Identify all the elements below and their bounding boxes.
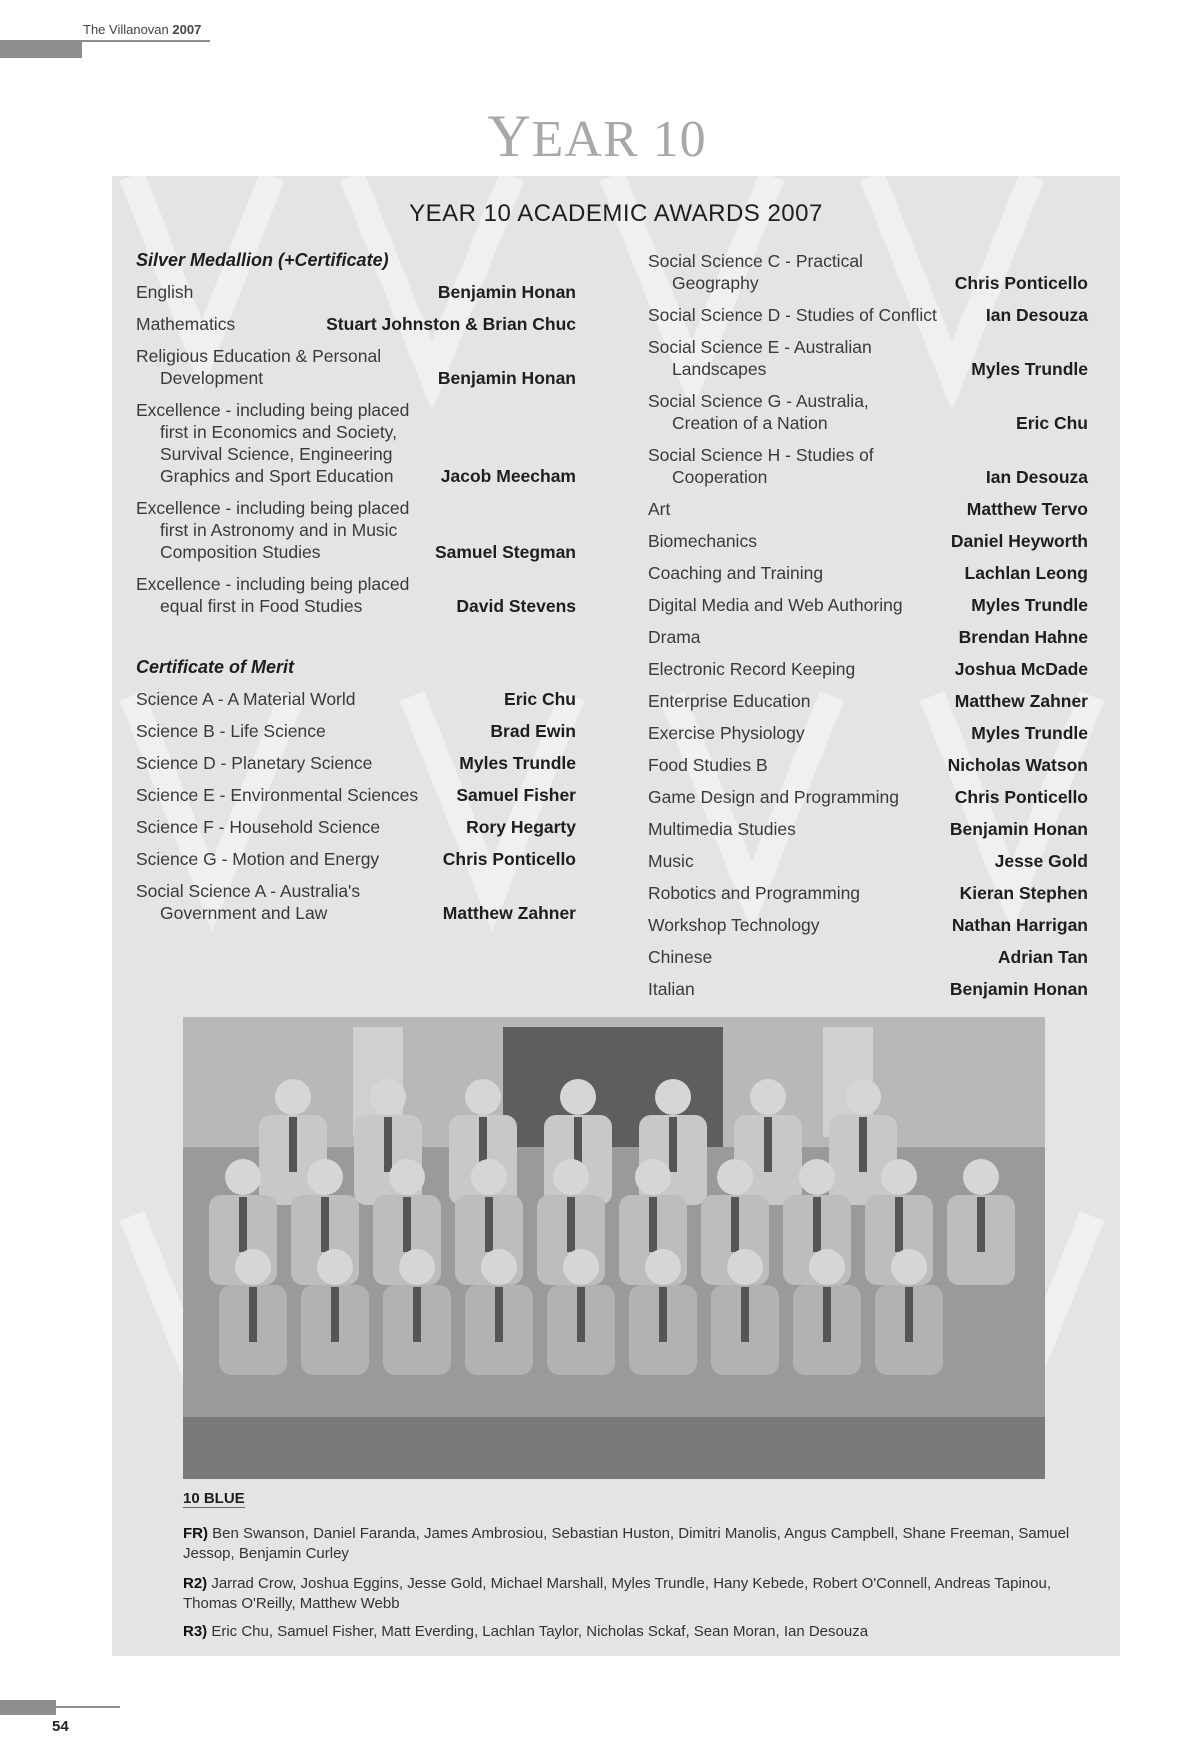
award-row — [136, 688, 576, 710]
caption-row-names: Eric Chu, Samuel Fisher, Matt Everding, Lachlan Taylor, Nicholas Sckaf, Sean Moran, Ian Desouza — [207, 1623, 869, 1640]
award-subject — [648, 250, 863, 294]
award-row — [136, 880, 576, 924]
award-subject — [136, 497, 409, 563]
award-row — [648, 754, 1088, 776]
student-tie — [249, 1287, 257, 1342]
award-row — [136, 752, 576, 774]
award-winner: Daniel Heyworth — [950, 531, 1088, 551]
award-subject — [648, 304, 937, 326]
student-tie — [895, 1197, 903, 1252]
subject-line: Composition Studies — [160, 542, 321, 562]
subject-line: equal first in Food Studies — [160, 596, 363, 616]
left-awards-column — [136, 250, 576, 934]
award-row — [648, 978, 1088, 1000]
subject-line: Social Science C - Practical — [648, 251, 863, 271]
certificate-merit-title: Certificate of Merit — [136, 657, 295, 677]
student-head — [465, 1079, 501, 1115]
award-subject — [648, 978, 695, 1000]
award-winner: Myles Trundle — [459, 753, 576, 773]
award-row — [136, 497, 576, 563]
student-tie — [905, 1287, 913, 1342]
award-row — [136, 816, 576, 838]
award-subject — [136, 752, 372, 774]
page-title — [0, 102, 1194, 171]
award-row — [648, 850, 1088, 872]
student-head — [317, 1249, 353, 1285]
award-winner: Adrian Tan — [997, 947, 1088, 967]
award-winner: Chris Ponticello — [442, 849, 576, 869]
award-winner: Matthew Zahner — [954, 691, 1088, 711]
subject-line: Science D - Planetary Science — [136, 753, 373, 773]
award-winner: Kieran Stephen — [959, 883, 1088, 903]
student-head — [845, 1079, 881, 1115]
subject-line: Creation of a Nation — [672, 413, 828, 433]
student-head — [750, 1079, 786, 1115]
student-tie — [403, 1197, 411, 1252]
award-winner: Chris Ponticello — [954, 273, 1088, 293]
subject-line: Cooperation — [672, 467, 768, 487]
subject-line: Survival Science, Engineering — [160, 444, 393, 464]
award-row — [648, 722, 1088, 744]
award-winner: Ian Desouza — [985, 305, 1088, 325]
subject-line: Music — [648, 851, 694, 871]
subject-line: Science G - Motion and Energy — [136, 849, 380, 869]
award-winner: Samuel Stegman — [434, 542, 576, 562]
award-winner: Benjamin Honan — [437, 282, 576, 302]
award-row — [648, 594, 1088, 616]
student-head — [809, 1249, 845, 1285]
award-subject — [136, 880, 360, 924]
award-subject — [648, 946, 712, 968]
caption-row — [183, 1622, 1108, 1642]
award-winner: Nathan Harrigan — [951, 915, 1088, 935]
award-row — [136, 345, 576, 389]
subject-line: first in Economics and Society, — [160, 422, 397, 442]
caption-row-label: FR) — [183, 1525, 208, 1542]
award-winner: Matthew Tervo — [966, 499, 1088, 519]
award-winner: Eric Chu — [504, 689, 576, 709]
student-head — [635, 1159, 671, 1195]
student-tie — [331, 1287, 339, 1342]
award-row — [648, 250, 1088, 294]
award-subject — [136, 816, 380, 838]
subject-line: Excellence - including being placed — [136, 574, 410, 594]
award-subject — [136, 345, 381, 389]
award-subject — [648, 390, 869, 434]
subject-line: Development — [160, 368, 264, 388]
footer-logo-bar — [0, 1700, 56, 1715]
award-subject — [136, 848, 379, 870]
student-tie — [289, 1117, 297, 1172]
student-tie — [239, 1197, 247, 1252]
student-tie — [649, 1197, 657, 1252]
award-subject — [136, 573, 409, 617]
award-winner: David Stevens — [456, 596, 576, 616]
award-subject — [136, 281, 193, 303]
award-winner: Chris Ponticello — [954, 787, 1088, 807]
award-row — [136, 720, 576, 742]
student-tie — [813, 1197, 821, 1252]
award-winner: Jacob Meecham — [440, 466, 576, 486]
student-head — [553, 1159, 589, 1195]
award-winner: Jesse Gold — [994, 851, 1088, 871]
award-row — [648, 914, 1088, 936]
award-subject — [136, 784, 418, 806]
student-head — [563, 1249, 599, 1285]
award-subject — [648, 336, 872, 380]
student-tie — [413, 1287, 421, 1342]
student-head — [235, 1249, 271, 1285]
award-row — [648, 444, 1088, 488]
award-row — [648, 562, 1088, 584]
caption-row — [183, 1524, 1108, 1564]
award-row — [648, 786, 1088, 808]
award-row — [136, 313, 576, 335]
publication-name: The Villanovan — [83, 22, 169, 37]
student-tie — [859, 1117, 867, 1172]
award-winner: Samuel Fisher — [456, 785, 576, 805]
student-tie — [485, 1197, 493, 1252]
award-subject — [648, 562, 823, 584]
student-tie — [669, 1117, 677, 1172]
award-subject — [648, 754, 768, 776]
award-row — [648, 336, 1088, 380]
award-winner: Brendan Hahne — [958, 627, 1088, 647]
student-head — [560, 1079, 596, 1115]
caption-row-names: Jarrad Crow, Joshua Eggins, Jesse Gold, Michael Marshall, Myles Trundle, Hany Kebede, Robert O'Connell, Andreas Tapinou, Thomas O'Reilly, Matthew Webb — [183, 1575, 1052, 1612]
award-winner: Benjamin Honan — [949, 979, 1088, 999]
award-subject — [648, 914, 820, 936]
student-head — [370, 1079, 406, 1115]
class-photo-illustration — [183, 1017, 1045, 1479]
subject-line: Food Studies B — [648, 755, 768, 775]
student-head — [717, 1159, 753, 1195]
award-row — [648, 690, 1088, 712]
subject-line: Digital Media and Web Authoring — [648, 595, 903, 615]
student-head — [727, 1249, 763, 1285]
award-subject — [648, 690, 810, 712]
student-tie — [659, 1287, 667, 1342]
title-initial: Y — [487, 103, 532, 169]
award-winner: Ian Desouza — [985, 467, 1088, 487]
subject-line: Graphics and Sport Education — [160, 466, 394, 486]
subject-line: English — [136, 282, 194, 302]
caption-row-label: R2) — [183, 1575, 208, 1592]
silver-medallion-title: Silver Medallion (+Certificate) — [136, 250, 389, 270]
award-winner: Myles Trundle — [971, 595, 1088, 615]
award-subject — [648, 530, 757, 552]
award-winner: Benjamin Honan — [437, 368, 576, 388]
award-row — [648, 390, 1088, 434]
subject-line: Science A - A Material World — [136, 689, 356, 709]
awards-heading: YEAR 10 ACADEMIC AWARDS 2007 — [409, 200, 823, 227]
award-subject — [648, 722, 805, 744]
silver-awards-list — [136, 281, 576, 617]
award-winner: Matthew Zahner — [442, 903, 576, 923]
award-subject — [648, 498, 670, 520]
award-winner: Stuart Johnston & Brian Chuc — [326, 314, 576, 334]
subject-line: Game Design and Programming — [648, 787, 899, 807]
student-head — [399, 1249, 435, 1285]
subject-line: Robotics and Programming — [648, 883, 861, 903]
subject-line: Excellence - including being placed — [136, 498, 410, 518]
subject-line: Social Science E - Australian — [648, 337, 872, 357]
title-rest: EAR 10 — [531, 111, 707, 168]
student-tie — [567, 1197, 575, 1252]
right-awards-column — [648, 250, 1088, 1010]
student-head — [389, 1159, 425, 1195]
student-head — [799, 1159, 835, 1195]
student-head — [963, 1159, 999, 1195]
header-logo-bar — [0, 40, 82, 58]
award-winner: Joshua McDade — [954, 659, 1088, 679]
subject-line: Social Science G - Australia, — [648, 391, 869, 411]
subject-line: Government and Law — [160, 903, 328, 923]
award-row — [136, 281, 576, 303]
award-winner: Brad Ewin — [490, 721, 576, 741]
award-row — [136, 399, 576, 487]
student-head — [881, 1159, 917, 1195]
subject-line: Exercise Physiology — [648, 723, 805, 743]
subject-line: Coaching and Training — [648, 563, 824, 583]
award-row — [648, 946, 1088, 968]
award-row — [648, 882, 1088, 904]
award-row — [648, 818, 1088, 840]
award-subject — [648, 594, 903, 616]
award-subject — [648, 444, 874, 488]
subject-line: Workshop Technology — [648, 915, 820, 935]
subject-line: Social Science H - Studies of — [648, 445, 874, 465]
award-winner: Nicholas Watson — [947, 755, 1088, 775]
award-subject — [136, 720, 326, 742]
student-tie — [495, 1287, 503, 1342]
merit-awards-list — [136, 688, 576, 924]
footer-rule — [56, 1706, 120, 1708]
student-tie — [321, 1197, 329, 1252]
section-spacer — [136, 627, 576, 657]
subject-line: Science B - Life Science — [136, 721, 326, 741]
subject-line: Chinese — [648, 947, 713, 967]
award-row — [648, 626, 1088, 648]
student-tie — [977, 1197, 985, 1252]
student-head — [307, 1159, 343, 1195]
student-head — [225, 1159, 261, 1195]
award-subject — [136, 313, 235, 335]
header-rule — [82, 40, 210, 42]
photo-caption-title: 10 BLUE — [183, 1490, 245, 1507]
award-winner: Rory Hegarty — [466, 817, 576, 837]
subject-line: Biomechanics — [648, 531, 757, 551]
award-row — [136, 784, 576, 806]
subject-line: Drama — [648, 627, 701, 647]
award-subject — [648, 818, 796, 840]
student-tie — [764, 1117, 772, 1172]
award-winner: Benjamin Honan — [949, 819, 1088, 839]
class-photo — [183, 1017, 1045, 1479]
award-subject — [648, 626, 701, 648]
subject-line: Excellence - including being placed — [136, 400, 410, 420]
award-subject — [136, 688, 356, 710]
subject-line: Art — [648, 499, 671, 519]
page-number: 54 — [52, 1718, 69, 1735]
award-row — [136, 848, 576, 870]
award-subject — [648, 658, 855, 680]
subject-line: first in Astronomy and in Music — [160, 520, 398, 540]
award-subject — [648, 850, 694, 872]
student-tie — [823, 1287, 831, 1342]
caption-row — [183, 1574, 1108, 1614]
student-tie — [731, 1197, 739, 1252]
caption-row-names: Ben Swanson, Daniel Faranda, James Ambrosiou, Sebastian Huston, Dimitri Manolis, Angus Campbell, Shane Freeman, Samuel Jessop, Benjamin Curley — [183, 1525, 1070, 1562]
student-tie — [741, 1287, 749, 1342]
subject-line: Social Science A - Australia's — [136, 881, 361, 901]
running-header — [83, 22, 201, 37]
student-tie — [384, 1117, 392, 1172]
award-subject — [648, 882, 860, 904]
student-tie — [577, 1287, 585, 1342]
award-row — [136, 573, 576, 617]
student-head — [655, 1079, 691, 1115]
student-head — [891, 1249, 927, 1285]
award-row — [648, 658, 1088, 680]
student-head — [275, 1079, 311, 1115]
subject-line: Science E - Environmental Sciences — [136, 785, 419, 805]
subject-line: Science F - Household Science — [136, 817, 381, 837]
award-row — [648, 530, 1088, 552]
subject-line: Landscapes — [672, 359, 767, 379]
award-row — [648, 498, 1088, 520]
award-subject — [648, 786, 899, 808]
subject-line: Electronic Record Keeping — [648, 659, 856, 679]
award-subject — [136, 399, 409, 487]
subject-line: Geography — [672, 273, 759, 293]
publication-year: 2007 — [172, 22, 202, 37]
subject-line: Mathematics — [136, 314, 236, 334]
subject-line: Religious Education & Personal — [136, 346, 382, 366]
subject-line: Enterprise Education — [648, 691, 811, 711]
student-head — [645, 1249, 681, 1285]
subject-line: Multimedia Studies — [648, 819, 796, 839]
subject-line: Social Science D - Studies of Conflict — [648, 305, 937, 325]
award-winner: Eric Chu — [1016, 413, 1088, 433]
student-head — [471, 1159, 507, 1195]
award-winner: Myles Trundle — [971, 723, 1088, 743]
caption-row-label: R3) — [183, 1623, 208, 1640]
student-head — [481, 1249, 517, 1285]
award-winner: Myles Trundle — [971, 359, 1088, 379]
award-row — [648, 304, 1088, 326]
right-awards-list — [648, 250, 1088, 1000]
subject-line: Italian — [648, 979, 695, 999]
award-winner: Lachlan Leong — [964, 563, 1088, 583]
